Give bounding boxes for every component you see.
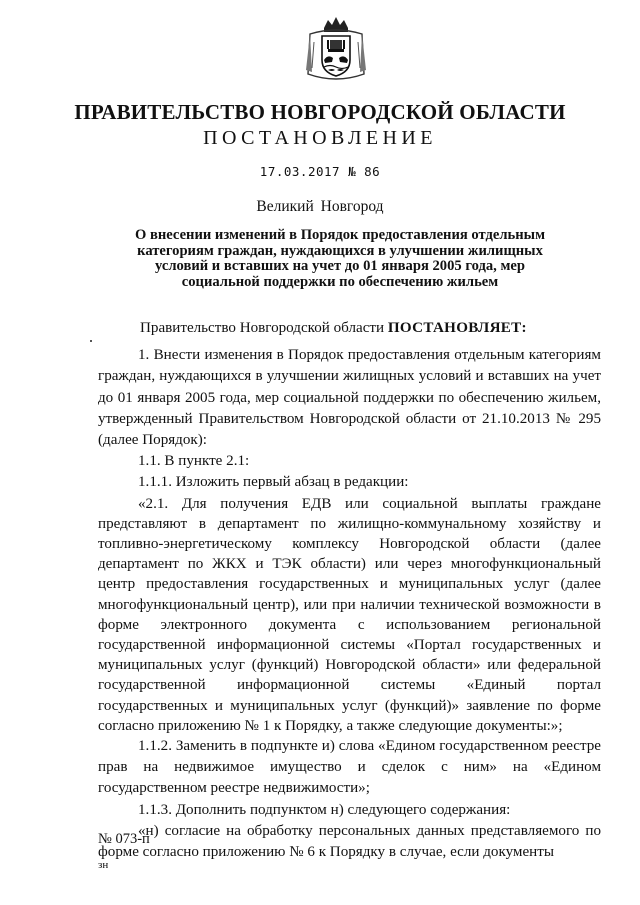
quote-paragraph-2-1: «2.1. Для получения ЕДВ или социальной выплаты граждане представляют в департамент по жилищно-коммунальному хозяйству и топливно-энергетическому комплексу Новгородской области (далее департамент по ЖКХ и ТЭК области) или через многофункциональный центр предоставления государственных и муниципальных услуг (далее многофункциональный центр), или при наличии технической возможности в форме электронного документа с использованием региональной государственной информационной системы «Портал государственных и муниципальных услуг (функций) Новгородской области» или федеральной государственной информационной системы «Единый портал государственных и муниципальных услуг (функций)» заявление по форме согласно приложению № 1 к Порядку, а также следующие документы:»; bbox=[98, 495, 601, 734]
government-title: ПРАВИТЕЛЬСТВО НОВГОРОДСКОЙ ОБЛАСТИ bbox=[74, 100, 566, 124]
paragraph-1-1-2: 1.1.2. Заменить в подпункте и) слова «Едином государственном реестре прав на недвижимое имущество и сделок с ним» на «Едином государственном реестре недвижимости»; bbox=[98, 738, 601, 797]
quote-subpoint-n: «н) согласие на обработку персональных данных представляемого по форме согласно приложению № 6 к Порядку в случае, если документы bbox=[98, 822, 601, 861]
page-fragment: зн bbox=[98, 859, 109, 872]
document-city: Великий Новгород bbox=[256, 198, 384, 215]
document-code: № 073-п bbox=[98, 831, 150, 847]
decree-line bbox=[98, 318, 601, 339]
decree-word: ПОСТАНОВЛЯЕТ: bbox=[387, 320, 527, 336]
document-type: ПОСТАНОВЛЕНИЕ bbox=[203, 127, 437, 149]
paragraph-1-1-3: 1.1.3. Дополнить подпунктом н) следующего содержания: bbox=[138, 801, 511, 818]
paragraph-1-1: 1.1. В пункте 2.1: bbox=[138, 453, 250, 470]
document-body bbox=[98, 318, 601, 871]
scan-mark bbox=[90, 340, 92, 342]
paragraph-1-1-1: 1.1.1. Изложить первый абзац в редакции: bbox=[138, 474, 409, 491]
document-date-number: 17.03.2017 № 86 bbox=[259, 164, 381, 179]
decree-intro: Правительство Новгородской области bbox=[140, 320, 385, 336]
novgorod-coat-of-arms-icon bbox=[304, 14, 368, 84]
paragraph-1: 1. Внести изменения в Порядок предоставления отдельным категориям граждан, нуждающихся в улучшении жилищных условий и вставших на учет до 01 января 2005 года, мер социальной поддержки по обеспечению жильем, утвержденный Правительством Новгородской области от 21.10.2013 № 295 (далее Порядок): bbox=[98, 347, 601, 449]
document-subject: О внесении изменений в Порядок предоставления отдельным категориям граждан, нуждающихся в улучшении жилищных условий и вставших на учет до 01 января 2005 года, мер социальной поддержки по обеспечению жильем bbox=[134, 227, 546, 290]
